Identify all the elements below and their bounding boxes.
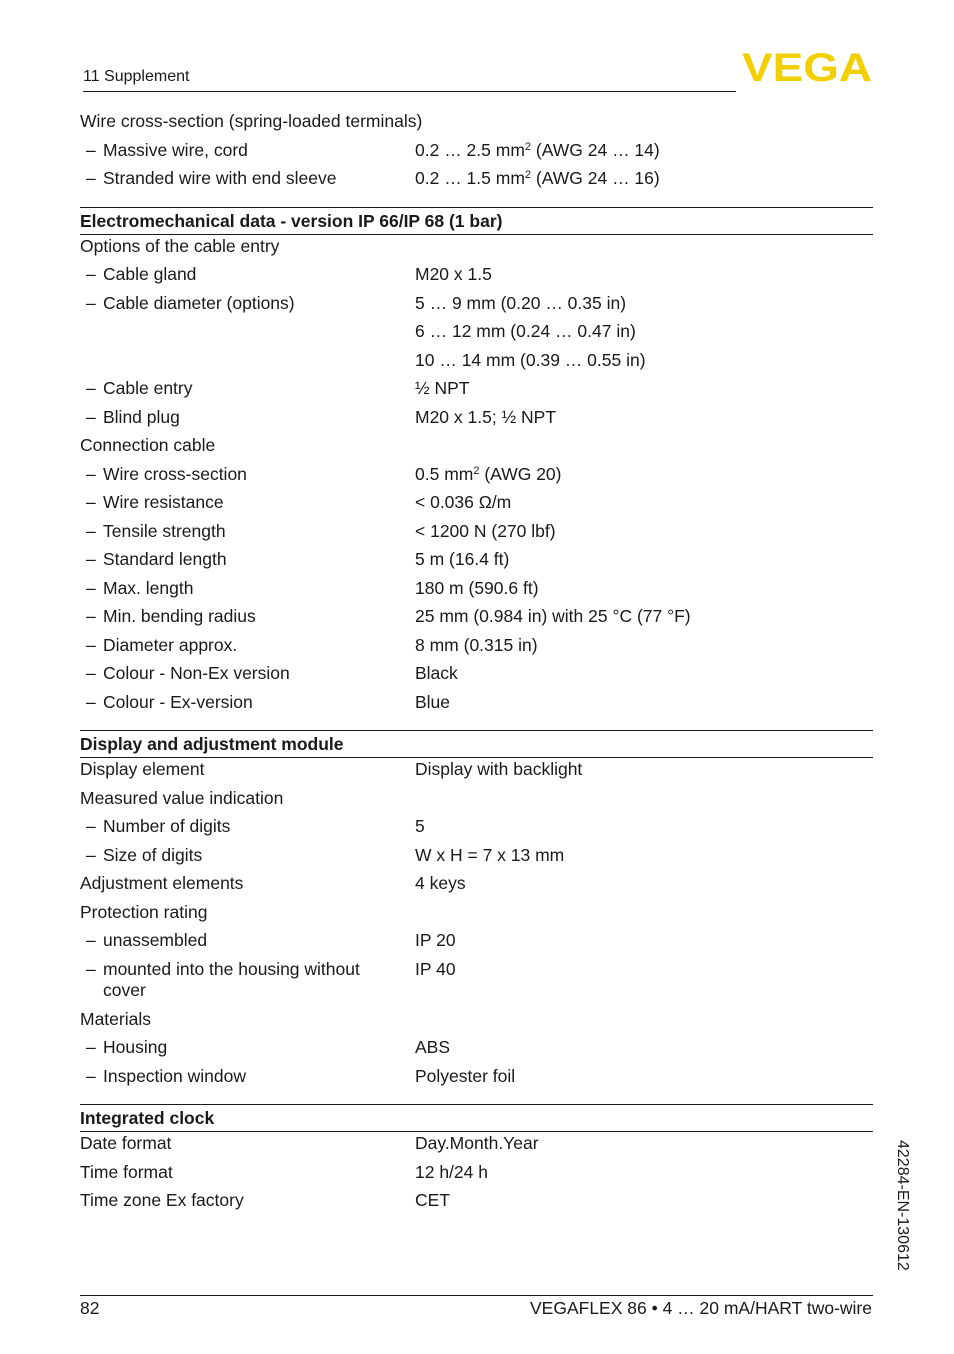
spec-row (80, 902, 873, 931)
spec-row (80, 1066, 873, 1095)
dash-icon: – (86, 663, 96, 683)
spec-label: Min. bending radius (103, 606, 256, 626)
spec-value: IP 40 (415, 958, 456, 979)
spec-value: Display with backlight (415, 759, 583, 779)
spec-value: W x H = 7 x 13 mm (415, 844, 565, 865)
spec-row (80, 549, 873, 578)
section-heading-display-module: Display and adjustment module (80, 730, 873, 758)
spec-value: 4 keys (415, 873, 466, 893)
spec-label: unassembled (103, 930, 208, 950)
spec-label: Size of digits (103, 844, 203, 865)
dash-icon: – (86, 1065, 96, 1086)
wire-cross-section-title: Wire cross-section (spring-loaded terminals) (80, 111, 423, 131)
header-section-label: 11 Supplement (83, 68, 190, 85)
spec-value: < 0.036 Ω/m (415, 492, 512, 512)
spec-row (80, 111, 873, 140)
spec-label: Display element (80, 759, 205, 779)
spec-label: Colour - Ex-version (103, 691, 253, 712)
spec-row (80, 1162, 873, 1191)
spec-row (80, 293, 873, 322)
dash-icon: – (86, 1037, 96, 1057)
spec-row (80, 521, 873, 550)
spec-group-title: Options of the cable entry (80, 235, 280, 256)
spec-row (80, 788, 873, 817)
spec-group-title: Connection cable (80, 435, 216, 455)
spec-value: Day.Month.Year (415, 1133, 539, 1153)
spec-label: Massive wire, cord (103, 139, 248, 160)
spec-content (80, 111, 873, 1219)
dash-icon: – (86, 168, 96, 188)
spec-value: M20 x 1.5 (415, 264, 492, 284)
spec-label: Time format (80, 1161, 173, 1182)
spec-row (80, 663, 873, 692)
spec-group-title: Materials (80, 1008, 151, 1029)
logo-text: VEGA (742, 50, 872, 84)
spec-row (80, 350, 873, 379)
spec-value: Blue (415, 691, 451, 712)
spec-value: IP 20 (415, 930, 456, 950)
spec-label: Stranded wire with end sleeve (103, 168, 337, 188)
spec-row (80, 1133, 873, 1162)
footer-rule (80, 1295, 873, 1296)
spec-label: Tensile strength (103, 520, 226, 541)
spec-value: Black (415, 663, 458, 683)
spec-value: 5 … 9 mm (0.20 … 0.35 in) (415, 292, 627, 313)
spec-label: Date format (80, 1133, 172, 1153)
spec-row (80, 1009, 873, 1038)
spec-row (80, 692, 873, 721)
dash-icon: – (86, 606, 96, 626)
dash-icon: – (86, 492, 96, 512)
spec-row (80, 816, 873, 845)
spec-row (80, 168, 873, 197)
spec-value: 10 … 14 mm (0.39 … 0.55 in) (415, 349, 646, 370)
spec-row (80, 492, 873, 521)
spec-value: M20 x 1.5; ½ NPT (415, 406, 557, 427)
spec-row (80, 930, 873, 959)
spec-row (80, 407, 873, 436)
dash-icon: – (86, 844, 96, 865)
section-heading-electromechanical: Electromechanical data - version IP 66/IP 68 (1 bar) (80, 207, 873, 235)
spec-label: Colour - Non-Ex version (103, 663, 290, 683)
spec-value: 180 m (590.6 ft) (415, 577, 539, 598)
dash-icon: – (86, 958, 96, 979)
spec-row (80, 264, 873, 293)
spec-label: Adjustment elements (80, 873, 244, 893)
spec-value: 25 mm (0.984 in) with 25 °C (77 °F) (415, 606, 691, 626)
dash-icon: – (86, 634, 96, 655)
spec-group-title: Measured value indication (80, 787, 284, 808)
spec-value: 5 m (16.4 ft) (415, 549, 510, 569)
spec-label: Number of digits (103, 816, 231, 836)
spec-row (80, 1190, 873, 1219)
dash-icon: – (86, 930, 96, 950)
spec-value: 0.2 … 1.5 $mm^2$ (AWG 24 … 16) (415, 168, 660, 188)
spec-row (80, 435, 873, 464)
spec-row (80, 578, 873, 607)
spec-row (80, 378, 873, 407)
dash-icon: – (86, 691, 96, 712)
spec-value: CET (415, 1190, 450, 1210)
spec-row (80, 959, 873, 1009)
spec-value: 0.5 $mm^2$ (AWG 20) (415, 463, 562, 484)
spec-label: Wire resistance (103, 492, 224, 512)
dash-icon: – (86, 577, 96, 598)
spec-row (80, 845, 873, 874)
spec-row (80, 759, 873, 788)
spec-row (80, 464, 873, 493)
spec-row (80, 236, 873, 265)
spec-label: Cable gland (103, 264, 197, 284)
spec-label: Inspection window (103, 1065, 246, 1086)
dash-icon: – (86, 264, 96, 284)
spec-row (80, 1037, 873, 1066)
dash-icon: – (86, 406, 96, 427)
spec-row (80, 606, 873, 635)
spec-value: < 1200 N (270 lbf) (415, 520, 556, 541)
spec-value: Polyester foil (415, 1065, 516, 1086)
dash-icon: – (86, 463, 96, 484)
spec-row (80, 873, 873, 902)
spec-label: Housing (103, 1037, 168, 1057)
dash-icon: – (86, 816, 96, 836)
spec-label: mounted into the housing without cover (103, 958, 360, 1000)
header-rule (83, 91, 736, 92)
page-number: 82 (80, 1298, 100, 1318)
spec-label: Blind plug (103, 406, 180, 427)
dash-icon: – (86, 549, 96, 569)
spec-label: Diameter approx. (103, 634, 238, 655)
spec-group-title: Protection rating (80, 901, 208, 922)
spec-value: ½ NPT (415, 378, 470, 398)
dash-icon: – (86, 292, 96, 313)
spec-value: 6 … 12 mm (0.24 … 0.47 in) (415, 321, 636, 341)
spec-value: 12 h/24 h (415, 1161, 488, 1182)
spec-label: Max. length (103, 577, 194, 598)
spec-row (80, 321, 873, 350)
spec-label: Cable diameter (options) (103, 292, 295, 313)
spec-label: Time zone Ex factory (80, 1190, 244, 1210)
dash-icon: – (86, 378, 96, 398)
spec-value: 0.2 … 2.5 $mm^2$ (AWG 24 … 14) (415, 139, 660, 160)
spec-label: Wire cross-section (103, 463, 247, 484)
spec-value: 5 (415, 816, 425, 836)
spec-value: 8 mm (0.315 in) (415, 634, 538, 655)
section-heading-clock: Integrated clock (80, 1104, 873, 1132)
document-code: 42284-EN-130612 (894, 1140, 911, 1271)
spec-label: Standard length (103, 549, 227, 569)
document-title: VEGAFLEX 86 • 4 … 20 mA/HART two-wire (530, 1298, 872, 1318)
dash-icon: – (86, 520, 96, 541)
spec-value: ABS (415, 1037, 451, 1057)
vega-logo (742, 50, 872, 84)
spec-row (80, 140, 873, 169)
spec-label: Cable entry (103, 378, 193, 398)
dash-icon: – (86, 139, 96, 160)
spec-row (80, 635, 873, 664)
